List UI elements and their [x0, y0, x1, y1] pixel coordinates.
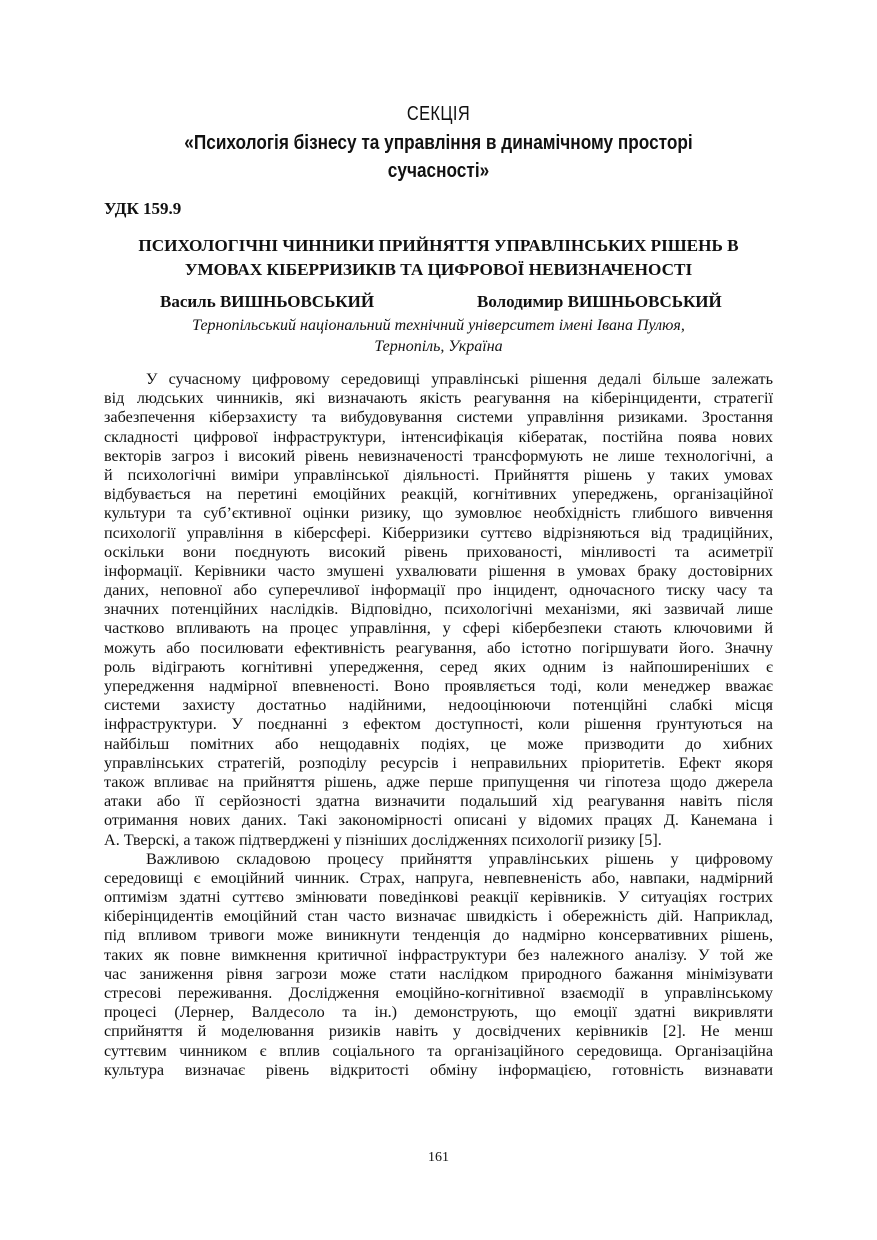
body-line: інфраструктури. У поєднанні з ефектом доступності, коли рішення ґрунтуються на	[104, 715, 773, 734]
body-line: отримання нових даних. Такі закономірності описані у відомих працях Д. Канемана і	[104, 811, 773, 830]
article-title-line: УМОВАХ КІБЕРРИЗИКІВ ТА ЦИФРОВОЇ НЕВИЗНАЧЕНОСТІ	[184, 260, 693, 279]
body-line: оптимізм здатні суттєво змінювати поведінкові реакції керівників. У ситуаціях гострих	[104, 888, 773, 907]
body-line: А. Тверскі, а також підтверджені у пізніших дослідженнях психології ризику [5].	[104, 830, 662, 849]
authors	[0, 292, 877, 314]
page-number: 161	[428, 1150, 449, 1165]
body-line: складності цифрової інфраструктури, інтенсифікація кібератак, постійна поява нових	[104, 427, 773, 446]
body-line: найбільш помітних або нещодавніх подіях, це може призводити до хибних	[104, 734, 773, 753]
body-line: відбувається на перетині емоційних реакцій, когнітивних упереджень, організаційної	[104, 485, 773, 504]
body-line: під впливом тривоги може виникнути тенденція до надмірно консервативних рішень,	[104, 926, 773, 945]
affiliation-line: Тернопіль, Україна	[374, 338, 503, 355]
body-line: культури та суб’єктивної оцінки ризику, що зумовлює необхідність глибшого вивчення	[104, 504, 773, 523]
body-line: можуть або посилювати ефективність реагування, або істотно погіршувати його. Значну	[104, 638, 773, 657]
affiliation	[0, 315, 877, 357]
body-line: даних, неповної або суперечливої інформації про інцидент, одночасного тиску часу та	[104, 581, 773, 600]
article-title	[0, 234, 877, 282]
body-line: інформації. Керівники часто змушені ухвалювати рішення в умовах браку достовірних	[104, 561, 773, 580]
body-line: значних потенційних наслідків. Відповідно, психологічні механізми, які зазвичай лише	[104, 600, 773, 619]
author-name: Володимир ВИШНЬОВСЬКИЙ	[477, 292, 722, 311]
section-title	[0, 129, 877, 185]
body-line: У сучасному цифровому середовищі управлінські рішення дедалі більше залежать	[146, 370, 773, 388]
body-line: середовищі є емоційний чинник. Страх, напруга, невпевненість або, навпаки, надмірний	[104, 868, 773, 887]
body-text	[104, 370, 773, 1080]
body-line: сприйняття й моделювання ризиків навіть у досвідчених керівників [2]. Не менш	[104, 1022, 773, 1041]
body-line: управлінських стратегій, розподілу ресурсів і неправильних пріоритетів. Ефект якоря	[104, 753, 773, 772]
body-line: роль відіграють когнітивні упередження, серед яких одним із найпоширеніших є	[104, 657, 773, 676]
body-line: векторів загроз і високий рівень невизначеності трансформують не лише технологічні, а	[104, 446, 773, 465]
body-line: культура визначає рівень відкритості обміну інформацією, готовність визнавати	[104, 1060, 773, 1079]
body-line: частково впливають на процес управління, у сфері кібербезпеки стають ключовими й	[104, 619, 773, 638]
body-line: атаки або її серйозності здатна визначити подальший хід реагування навіть після	[104, 792, 773, 811]
body-line: забезпечення кіберзахисту та вибудовування системи управління ризиками. Зростання	[104, 408, 773, 427]
body-line: психології управління в кіберсфері. Кіберризики суттєво відрізняються від традиційних,	[104, 523, 773, 542]
body-line: оскільки вони поєднують високий рівень прихованості, мінливості та асиметрії	[104, 542, 773, 561]
section-title-line: сучасності»	[387, 159, 490, 182]
body-line: також впливає на прийняття рішень, адже перше припущення чи гіпотеза щодо джерела	[104, 772, 773, 791]
body-line: суттєвим чинником є вплив соціального та організаційного середовища. Організаційна	[104, 1041, 773, 1060]
body-line: час заниження рівня загрози може стати наслідком природного бажання мінімізувати	[104, 964, 773, 983]
body-line: й психологічні виміри управлінської діяльності. Прийняття рішень у таких умовах	[104, 465, 773, 484]
body-line: процесі (Лернер, Валдесоло та ін.) демонструють, що емоції здатні викривляти	[104, 1003, 773, 1022]
section-label: СЕКЦІЯ	[406, 103, 471, 125]
affiliation-line: Тернопільський національний технічний університет імені Івана Пулюя,	[192, 317, 685, 334]
section-title-line: «Психологія бізнесу та управління в динамічному просторі	[184, 131, 693, 154]
body-line: системи захисту достатньо надійними, недооцінюючи потенційні слабкі місця	[104, 696, 773, 715]
body-line: кіберінцидентів емоційний стан часто визначає швидкість і обережність дій. Наприклад,	[104, 907, 773, 926]
author-name: Василь ВИШНЬОВСЬКИЙ	[160, 292, 375, 311]
body-line: від людських чинників, які визначають якість реагування на кіберінциденти, стратегії	[104, 389, 773, 408]
article-title-line: ПСИХОЛОГІЧНІ ЧИННИКИ ПРИЙНЯТТЯ УПРАВЛІНСЬКИХ РІШЕНЬ В	[138, 236, 739, 255]
body-line: Важливою складовою процесу прийняття управлінських рішень у цифровому	[146, 849, 773, 868]
body-line: таких як повне вимкнення критичної інфраструктури без належного аналізу. У той же	[104, 945, 773, 964]
body-line: упередження надмірної впевненості. Воно проявляється тоді, коли менеджер вважає	[104, 677, 773, 695]
udk-code: УДК 159.9	[104, 199, 182, 218]
body-line: стресові переживання. Дослідження емоційно-когнітивної взаємодії в управлінському	[104, 984, 773, 1002]
